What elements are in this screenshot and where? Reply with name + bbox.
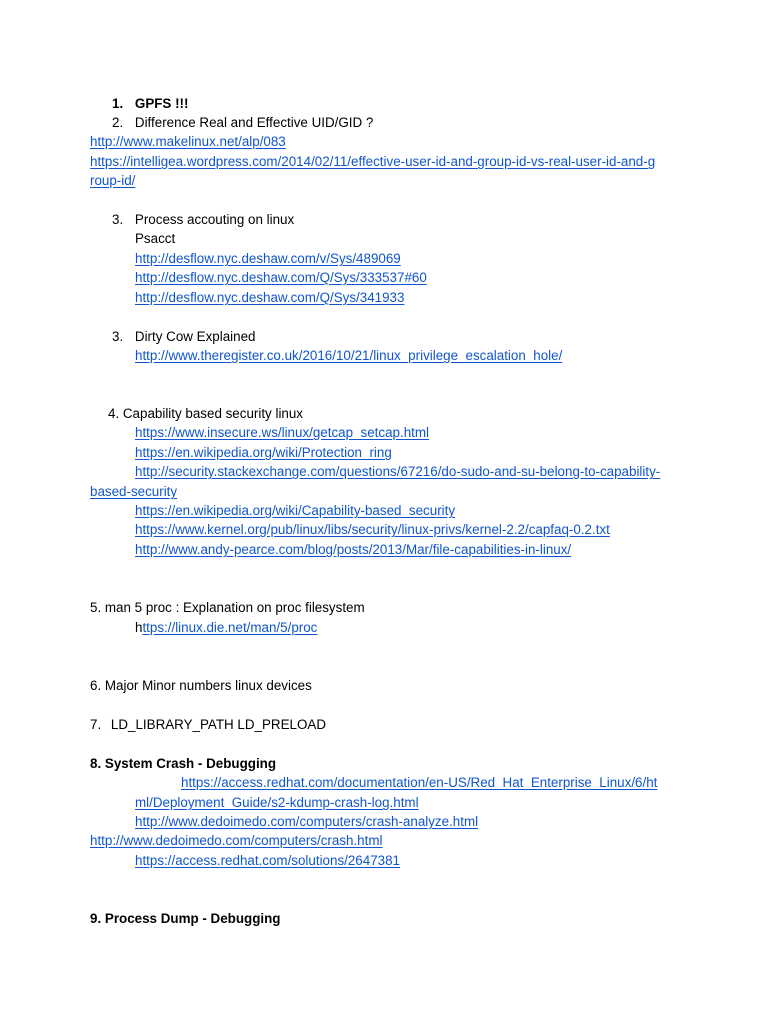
item-3-title: Process accouting on linux — [134, 212, 295, 227]
link-dedoimedo-crash[interactable]: http://www.dedoimedo.com/computers/crash.html — [90, 833, 383, 848]
item-3-process-accounting — [112, 212, 294, 228]
link-stackexchange[interactable]: http://security.stackexchange.com/questions/67216/do-sudo-and-su-belong-to-capability- — [135, 464, 661, 479]
item-1 — [112, 96, 188, 112]
item-5-prefix: h — [135, 620, 143, 635]
link-wiki-protection-ring[interactable]: https://en.wikipedia.org/wiki/Protection_ring — [135, 445, 392, 460]
link-redhat-docs[interactable]: https://access.redhat.com/documentation/en-US/Red_Hat_Enterprise_Linux/6/ht — [181, 775, 658, 790]
link-linux-die-proc[interactable]: ttps://linux.die.net/man/5/proc — [142, 620, 318, 635]
link-stackexchange-cont[interactable]: based-security — [90, 484, 178, 499]
item-1-number: 1. — [112, 96, 124, 111]
item-5-link-line — [135, 620, 317, 636]
link-andy-pearce[interactable]: http://www.andy-pearce.com/blog/posts/2013/Mar/file-capabilities-in-linux/ — [135, 542, 572, 557]
link-redhat-solution[interactable]: https://access.redhat.com/solutions/2647381 — [135, 853, 400, 868]
item-2-title: Difference Real and Effective UID/GID ? — [134, 115, 374, 130]
link-kernel-capfaq[interactable]: https://www.kernel.org/pub/linux/libs/security/linux-privs/kernel-2.2/capfaq-0.2.txt — [135, 522, 610, 537]
item-8-title: 8. System Crash - Debugging — [90, 756, 277, 771]
item-4-title: 4. Capability based security linux — [108, 406, 304, 421]
item-3-dirty-cow — [112, 329, 255, 345]
item-3b-title: Dirty Cow Explained — [134, 329, 256, 344]
item-5-title: 5. man 5 proc : Explanation on proc filesystem — [90, 600, 365, 615]
item-7-title: LD_LIBRARY_PATH LD_PRELOAD — [110, 717, 326, 732]
item-1-title: GPFS !!! — [134, 96, 189, 111]
item-9-title: 9. Process Dump - Debugging — [90, 911, 281, 926]
link-intelligea-cont[interactable]: roup-id/ — [90, 173, 136, 188]
item-3-number: 3. — [112, 212, 124, 227]
item-3-sub: Psacct — [135, 231, 176, 246]
link-theregister[interactable]: http://www.theregister.co.uk/2016/10/21/linux_privilege_escalation_hole/ — [135, 348, 563, 363]
link-desflow-3[interactable]: http://desflow.nyc.deshaw.com/Q/Sys/341933 — [135, 290, 405, 305]
link-wiki-capability[interactable]: https://en.wikipedia.org/wiki/Capability-based_security — [135, 503, 456, 518]
link-insecure-getcap[interactable]: https://www.insecure.ws/linux/getcap_setcap.html — [135, 425, 429, 440]
link-desflow-2[interactable]: http://desflow.nyc.deshaw.com/Q/Sys/333537#60 — [135, 270, 427, 285]
link-desflow-1[interactable]: http://desflow.nyc.deshaw.com/v/Sys/489069 — [135, 251, 401, 266]
item-6-title: 6. Major Minor numbers linux devices — [90, 678, 312, 693]
item-3b-number: 3. — [112, 329, 124, 344]
link-makelinux[interactable]: http://www.makelinux.net/alp/083 — [90, 134, 286, 149]
link-redhat-docs-cont[interactable]: ml/Deployment_Guide/s2-kdump-crash-log.html — [135, 795, 419, 810]
item-2-number: 2. — [112, 115, 124, 130]
item-7 — [90, 717, 326, 733]
item-7-number: 7. — [90, 717, 102, 732]
link-intelligea[interactable]: https://intelligea.wordpress.com/2014/02/11/effective-user-id-and-group-id-vs-real-user-id-and-g — [90, 154, 656, 169]
link-dedoimedo-analyze[interactable]: http://www.dedoimedo.com/computers/crash-analyze.html — [135, 814, 479, 829]
item-2 — [112, 115, 373, 131]
